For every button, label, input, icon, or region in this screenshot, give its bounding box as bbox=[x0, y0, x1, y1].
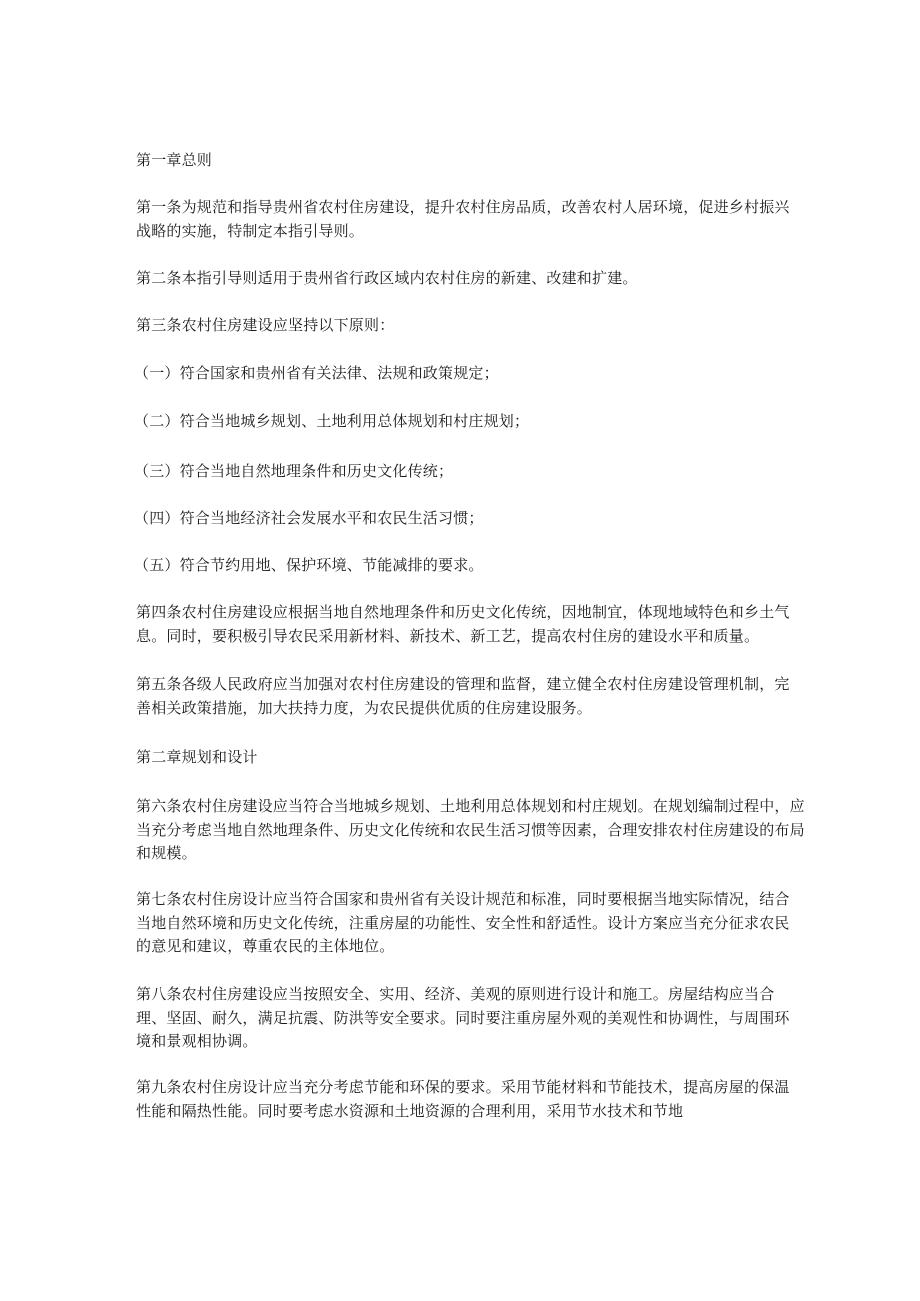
article-paragraph: 第一条为规范和指导贵州省农村住房建设，提升农村住房品质，改善农村人居环境，促进乡村振兴战略的实施，特制定本指引导则。 bbox=[136, 198, 790, 240]
article-paragraph: 第三条农村住房建设应坚持以下原则： bbox=[136, 316, 395, 334]
article-paragraph: 第五条各级人民政府应当加强对农村住房建设的管理和监督，建立健全农村住房建设管理机制，完善相关政策措施，加大扶持力度，为农民提供优质的住房建设服务。 bbox=[136, 675, 790, 717]
article-paragraph: 第二条本指引导则适用于贵州省行政区域内农村住房的新建、改建和扩建。 bbox=[136, 269, 638, 287]
article-paragraph: 第七条农村住房设计应当符合国家和贵州省有关设计规范和标准，同时要根据当地实际情况，结合当地自然环境和历史文化传统，注重房屋的功能性、安全性和舒适性。设计方案应当充分征求农民的意见和建议，尊重农民的主体地位。 bbox=[136, 890, 790, 955]
article-paragraph: 第六条农村住房建设应当符合当地城乡规划、土地利用总体规划和村庄规划。在规划编制过程中，应当充分考虑当地自然地理条件、历史文化传统和农民生活习惯等因素，合理安排农村住房建设的布局和规模。 bbox=[136, 797, 805, 862]
list-item: （一）符合国家和贵州省有关法律、法规和政策规定； bbox=[134, 364, 499, 382]
list-item: （四）符合当地经济社会发展水平和农民生活习惯； bbox=[134, 509, 484, 527]
list-item: （五）符合节约用地、保护环境、节能减排的要求。 bbox=[134, 556, 484, 574]
list-item: （三）符合当地自然地理条件和历史文化传统； bbox=[134, 462, 454, 480]
chapter-heading: 第二章规划和设计 bbox=[136, 748, 258, 766]
chapter-heading: 第一章总则 bbox=[136, 151, 213, 169]
article-paragraph: 第八条农村住房建设应当按照安全、实用、经济、美观的原则进行设计和施工。房屋结构应当合理、坚固、耐久，满足抗震、防洪等安全要求。同时要注重房屋外观的美观性和协调性，与周围环境和景观相协调。 bbox=[136, 985, 790, 1050]
article-paragraph: 第九条农村住房设计应当充分考虑节能和环保的要求。采用节能材料和节能技术，提高房屋的保温性能和隔热性能。同时要考虑水资源和土地资源的合理利用，采用节水技术和节地 bbox=[136, 1078, 790, 1120]
article-paragraph: 第四条农村住房建设应根据当地自然地理条件和历史文化传统，因地制宜，体现地域特色和乡土气息。同时，要积极引导农民采用新材料、新技术、新工艺，提高农村住房的建设水平和质量。 bbox=[136, 603, 790, 645]
list-item: （二）符合当地城乡规划、土地利用总体规划和村庄规划； bbox=[134, 412, 530, 430]
